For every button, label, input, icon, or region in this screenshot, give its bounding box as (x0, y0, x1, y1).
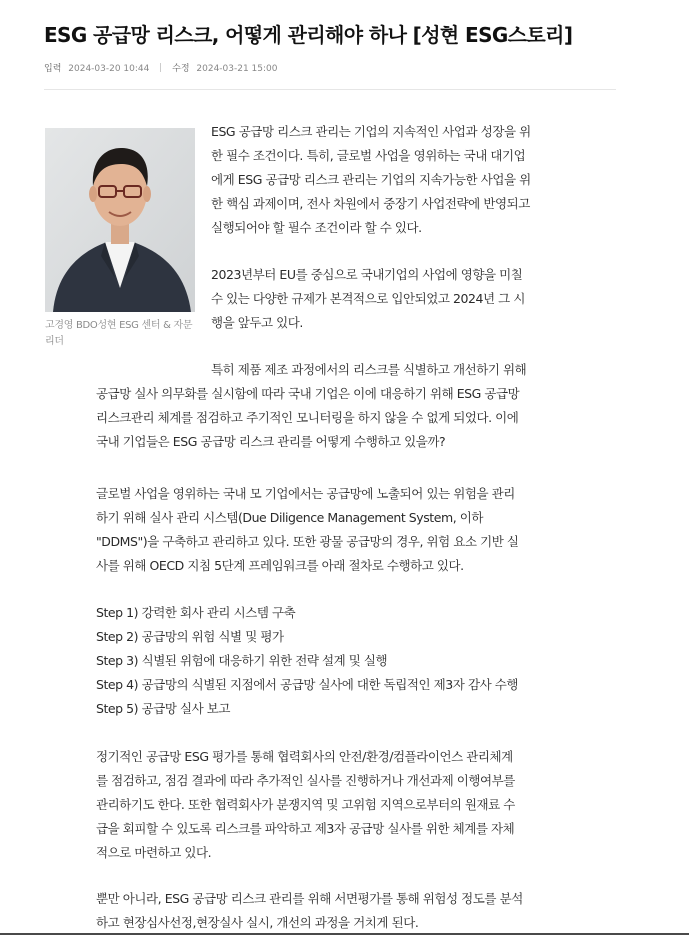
paragraph-line: 행을 앞두고 있다. (211, 315, 303, 330)
step-item: Step 2) 공급망의 위험 식별 및 평가 (96, 629, 284, 644)
step-item: Step 3) 식별된 위험에 대응하기 위한 전략 설계 및 실행 (96, 653, 388, 668)
paragraph-line: 적으로 마련하고 있다. (96, 845, 212, 860)
paragraph-line: 뿐만 아니라, ESG 공급망 리스크 관리를 위해 서면평가를 통해 위험성 정도를 분석 (96, 891, 523, 906)
author-photo (45, 128, 195, 312)
photo-caption: 고경영 BDO성현 ESG 센터 & 자문 리더 (45, 320, 193, 347)
paragraph-line: 수 있는 다양한 규제가 본격적으로 입안되었고 2024년 그 시 (211, 291, 525, 306)
paragraph-line: 리스크관리 체계를 점검하고 주기적인 모니터링을 하지 않을 수 없게 되었다. 이에 (96, 410, 519, 425)
paragraph-4 (96, 482, 519, 578)
article-title: ESG 공급망 리스크, 어떻게 관리해야 하나 [성현 ESG스토리] (44, 23, 573, 47)
paragraph-2 (211, 263, 525, 335)
paragraph-line: 공급망 실사 의무화를 실시함에 따라 국내 기업은 이에 대응하기 위해 ESG 공급망 (96, 386, 520, 401)
steps-list (96, 601, 518, 721)
paragraph-line: 에게 ESG 공급망 리스크 관리는 기업의 지속가능한 사업을 위 (211, 172, 531, 187)
modified-time: 2024-03-21 15:00 (196, 64, 278, 74)
paragraph-line: 를 점검하고, 점검 결과에 따라 추가적인 실사를 진행하거나 개선과제 이행여부를 (96, 773, 515, 788)
paragraph-line: 국내 기업들은 ESG 공급망 리스크 관리를 어떻게 수행하고 있을까? (96, 434, 446, 449)
paragraph-1 (211, 120, 531, 240)
input-time: 2024-03-20 10:44 (68, 64, 150, 74)
paragraph-line: 글로벌 사업을 영위하는 국내 모 기업에서는 공급망에 노출되어 있는 위험을 관리 (96, 486, 515, 501)
paragraph-line: 특히 제품 제조 과정에서의 리스크를 식별하고 개선하기 위해 (211, 362, 527, 377)
bottom-edge-rule (0, 933, 689, 935)
meta-separator (160, 63, 161, 72)
paragraph-line: 사를 위해 OECD 지침 5단계 프레임워크를 아래 절차로 수행하고 있다. (96, 558, 464, 573)
paragraph-5 (96, 745, 515, 865)
step-item: Step 1) 강력한 회사 관리 시스템 구축 (96, 605, 296, 620)
paragraph-6 (96, 887, 523, 935)
step-item: Step 5) 공급망 실사 보고 (96, 701, 231, 716)
input-label: 입력 (44, 64, 62, 74)
paragraph-line: 2023년부터 EU를 중심으로 국내기업의 사업에 영향을 미칠 (211, 267, 523, 282)
modified-label: 수정 (172, 64, 190, 74)
paragraph-line: 실행되어야 할 필수 조건이라 할 수 있다. (211, 220, 422, 235)
paragraph-line: ESG 공급망 리스크 관리는 기업의 지속적인 사업과 성장을 위 (211, 124, 531, 139)
header-divider (44, 89, 616, 90)
paragraph-line: 하기 위해 실사 관리 시스템(Due Diligence Management System, 이하 (96, 510, 484, 525)
paragraph-line: 관리하기도 한다. 또한 협력회사가 분쟁지역 및 고위험 지역으로부터의 원재료 수 (96, 797, 515, 812)
paragraph-line: 급을 회피할 수 있도록 리스크를 파악하고 제3자 공급망 실사를 위한 체계를 자체 (96, 821, 515, 836)
paragraph-line: 한 핵심 과제이며, 전사 차원에서 중장기 사업전략에 반영되고 (211, 196, 530, 211)
paragraph-line: 하고 현장심사선정,현장실사 실시, 개선의 과정을 거치게 된다. (96, 915, 419, 930)
paragraph-line: 정기적인 공급망 ESG 평가를 통해 협력회사의 안전/환경/컴플라이언스 관리체계 (96, 749, 513, 764)
article-meta (44, 62, 278, 76)
paragraph-3 (96, 358, 526, 454)
step-item: Step 4) 공급망의 식별된 지점에서 공급망 실사에 대한 독립적인 제3자 감사 수행 (96, 677, 518, 692)
paragraph-line: 한 필수 조건이다. 특히, 글로벌 사업을 영위하는 국내 대기업 (211, 148, 526, 163)
paragraph-line: "DDMS")을 구축하고 관리하고 있다. 또한 광물 공급망의 경우, 위험 요소 기반 실 (96, 534, 519, 549)
